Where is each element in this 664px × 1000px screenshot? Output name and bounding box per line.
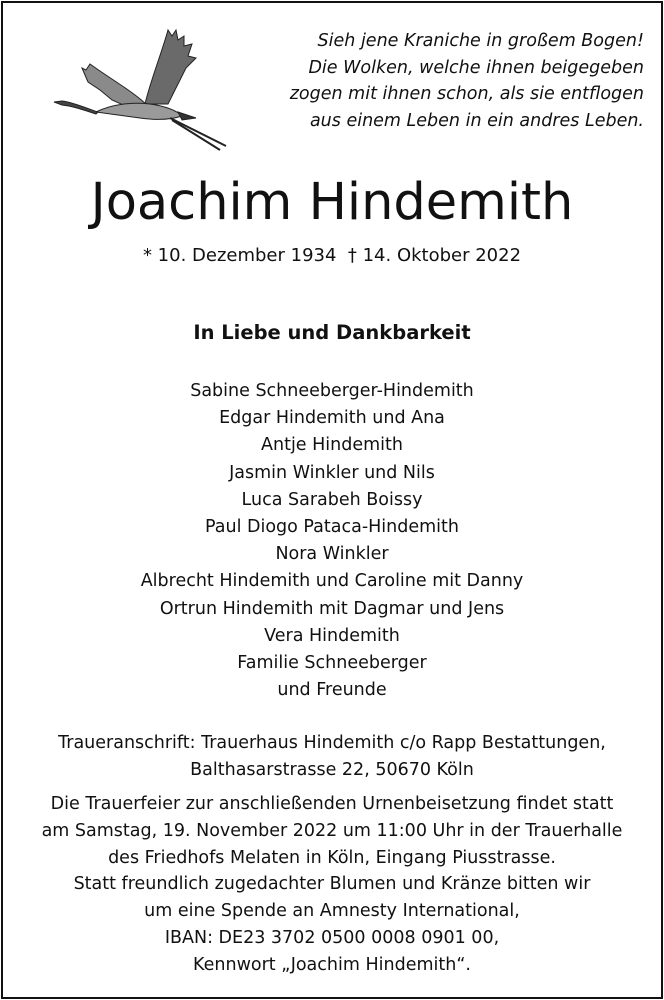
details-line: IBAN: DE23 3702 0500 0008 0901 00, bbox=[164, 927, 500, 948]
details-line: um eine Spende an Amnesty International, bbox=[144, 901, 520, 922]
mourner-name: Jasmin Winkler und Nils bbox=[229, 462, 435, 483]
mourner-name: Albrecht Hindemith und Caroline mit Danny bbox=[140, 571, 524, 592]
poem-line: aus einem Leben in ein andres Leben. bbox=[309, 110, 644, 131]
mourner-name: Paul Diogo Pataca-Hindemith bbox=[204, 517, 459, 538]
details-line: Die Trauerfeier zur anschließenden Urnenbeisetzung findet statt bbox=[50, 794, 614, 814]
mourner-name: Vera Hindemith bbox=[264, 625, 400, 646]
mourner-name: Nora Winkler bbox=[275, 544, 389, 565]
life-dates: * 10. Dezember 1934 † 14. Oktober 2022 bbox=[142, 245, 522, 266]
funeral-details bbox=[0, 791, 664, 979]
crane-illustration bbox=[50, 22, 232, 152]
mourner-name: und Freunde bbox=[277, 680, 387, 701]
mourner-name: Edgar Hindemith und Ana bbox=[219, 408, 445, 429]
mourner-name: Ortrun Hindemith mit Dagmar und Jens bbox=[159, 598, 505, 619]
mourner-name: Luca Sarabeh Boissy bbox=[241, 489, 423, 510]
details-line: am Samstag, 19. November 2022 um 11:00 Uhr in der Trauerhalle bbox=[41, 820, 623, 841]
deceased-name: Joachim Hindemith bbox=[90, 173, 574, 232]
poem-line: Die Wolken, welche ihnen beigegeben bbox=[308, 57, 644, 78]
mourning-address bbox=[0, 730, 664, 783]
dedication-heading: In Liebe und Dankbarkeit bbox=[193, 321, 471, 344]
poem-line: Sieh jene Kraniche in großem Bogen! bbox=[317, 31, 644, 51]
details-line: Kennwort „Joachim Hindemith“. bbox=[193, 954, 471, 975]
mourner-name: Antje Hindemith bbox=[261, 435, 403, 456]
mourner-name: Familie Schneeberger bbox=[237, 653, 427, 674]
poem-line: zogen mit ihnen schon, als sie entflogen bbox=[289, 84, 644, 104]
details-line: des Friedhofs Melaten in Köln, Eingang Piusstrasse. bbox=[108, 847, 556, 868]
mourner-name: Sabine Schneeberger-Hindemith bbox=[190, 381, 474, 401]
address-line: Traueranschrift: Trauerhaus Hindemith c/o Rapp Bestattungen, bbox=[58, 733, 606, 753]
poem bbox=[290, 28, 644, 134]
mourners-list bbox=[0, 378, 664, 704]
address-line: Balthasarstrasse 22, 50670 Köln bbox=[190, 759, 474, 780]
details-line: Statt freundlich zugedachter Blumen und Kränze bitten wir bbox=[73, 874, 591, 895]
